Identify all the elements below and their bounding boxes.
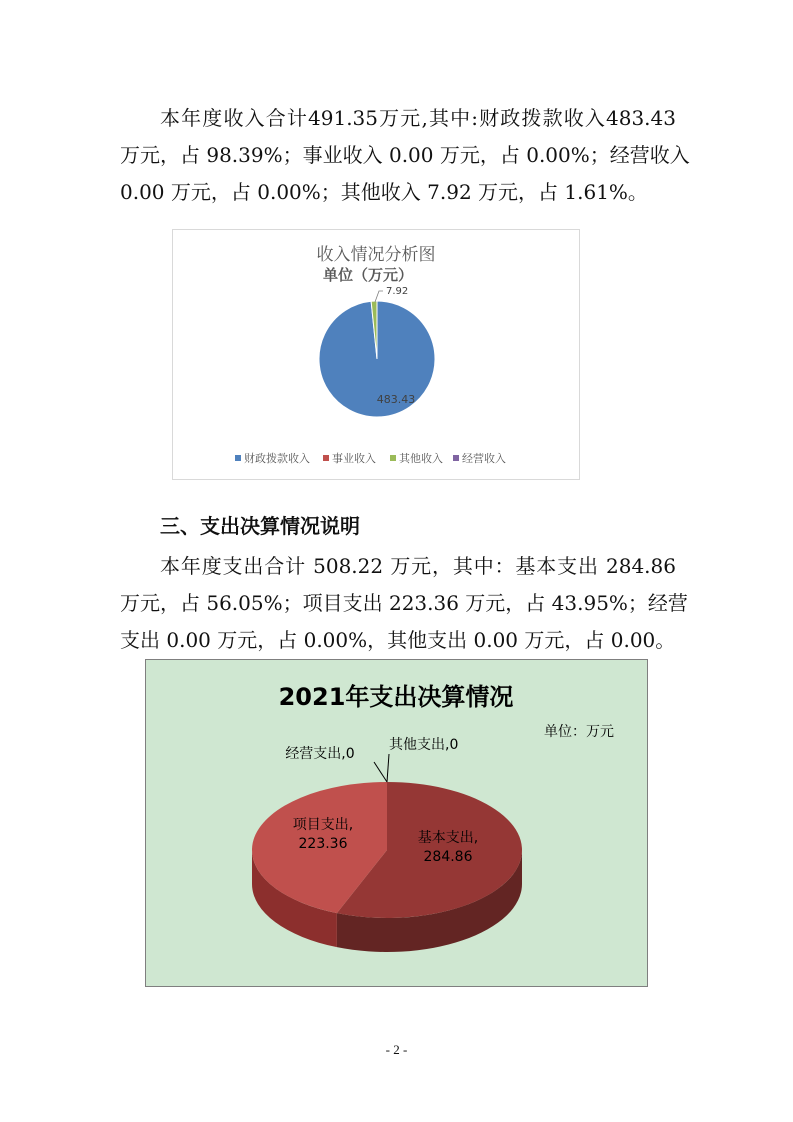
leader-operating (374, 762, 387, 782)
data-label-other: 7.92 (386, 286, 409, 297)
data-label-main: 483.43 (376, 393, 416, 406)
income-pie-chart (172, 229, 580, 480)
legend-swatch-3 (453, 455, 459, 461)
leader-line (375, 291, 383, 302)
legend-label-3: 经营收入 (462, 452, 506, 465)
income-line-3: 0.00 万元，占 0.00%；其他收入 7.92 万元，占 1.61%。 (120, 180, 648, 204)
chart1-unit: 单位（万元） (323, 266, 414, 284)
page-number: - 2 - (385, 1042, 408, 1057)
legend-swatch-2 (390, 455, 396, 461)
expense-line-2: 万元，占 56.05%；项目支出 223.36 万元，占 43.95%；经营 (120, 591, 688, 615)
expense-paragraph (120, 548, 688, 659)
expense-line-1: 本年度支出合计 508.22 万元，其中：基本支出 284.86 (160, 554, 676, 578)
income-line-1: 本年度收入合计491.35万元,其中:财政拨款收入483.43 (160, 106, 676, 130)
label-project: 项目支出, 223.36 (292, 817, 354, 852)
legend-swatch-1 (323, 455, 329, 461)
expense-line-3: 支出 0.00 万元，占 0.00%，其他支出 0.00 万元，占 0.00。 (120, 628, 676, 652)
income-paragraph (120, 100, 690, 211)
chart2-title: 2021年支出决算情况 (278, 683, 514, 711)
expense-pie-svg (146, 660, 647, 986)
expense-pie-chart (145, 659, 648, 987)
income-pie-svg (173, 230, 579, 479)
label-operating: 经营支出,0 (285, 746, 355, 762)
legend-label-0: 财政拨款收入 (244, 452, 310, 465)
chart1-title: 收入情况分析图 (316, 245, 436, 265)
legend-label-1: 事业收入 (332, 452, 376, 465)
legend-label-2: 其他收入 (399, 452, 443, 465)
leader-other (387, 754, 389, 782)
income-line-2: 万元，占 98.39%；事业收入 0.00 万元，占 0.00%；经营收入 (120, 143, 690, 167)
expense-heading: 三、支出决算情况说明 (160, 514, 360, 538)
legend-swatch-0 (235, 455, 241, 461)
label-basic: 基本支出, 284.86 (417, 830, 479, 865)
chart2-unit: 单位：万元 (544, 724, 614, 740)
label-other: 其他支出,0 (389, 737, 459, 753)
